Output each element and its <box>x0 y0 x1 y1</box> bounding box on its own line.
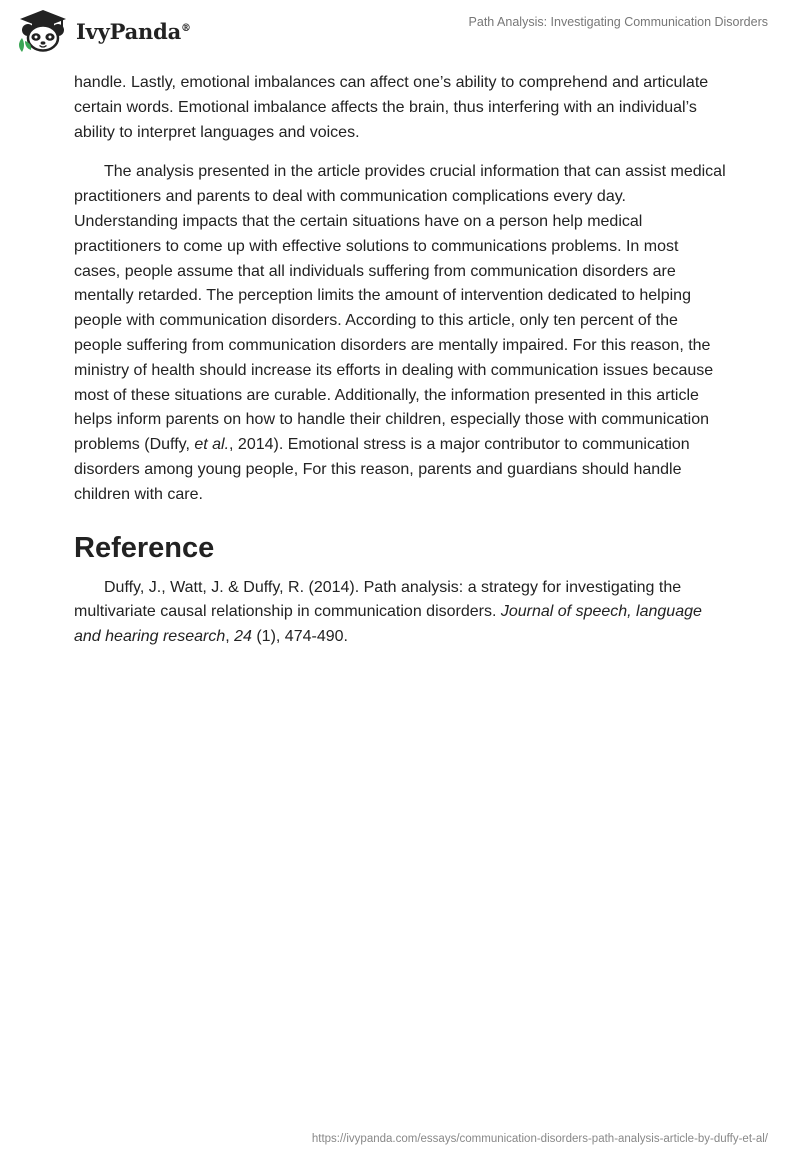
panda-graduation-icon <box>14 8 72 52</box>
journal-volume: 24 <box>234 628 252 646</box>
body-paragraph: handle. Lastly, emotional imbalances can affect one’s ability to comprehend and articulate certain words. Emotional imbalance affects the brain, thus interfering with an individual’s ability to interpret languages and voices. <box>74 74 709 141</box>
journal-title: Journal of speech, language and hearing research <box>74 603 702 646</box>
source-url[interactable]: https://ivypanda.com/essays/communication-disorders-path-analysis-article-by-duffy-et-al/ <box>311 1133 768 1145</box>
reference-heading: Reference <box>74 531 215 564</box>
body-paragraph: The analysis presented in the article provides crucial information that can assist medical practitioners and parents to deal with communication complications every day. Understanding impacts that the certain situations have on a person help medical practitioners to come up with effective solutions to communications problems. In most cases, people assume that all individuals suffering from communication disorders are mentally retarded. The perception limits the amount of intervention dedicated to helping people with communication disorders. According to this article, only ten percent of the people suffering from communication disorders are mentally impaired. For this reason, the ministry of health should increase its efforts in dealing with communication issues because most of these situations are curable. Additionally, the information presented in this article helps inform parents on how to handle their children, especially those with communication problems (Duffy, et al., 2014). Emotional stress is a major contributor to communication disorders among young people, For this reason, parents and guardians should handle children with care. <box>74 163 726 503</box>
citation-et-al: et al. <box>194 436 230 454</box>
document-title: Path Analysis: Investigating Communication Disorders <box>468 15 768 29</box>
document-body <box>74 71 726 650</box>
registered-mark: ® <box>181 22 191 34</box>
reference-entry: Duffy, J., Watt, J. & Duffy, R. (2014). Path analysis: a strategy for investigating the multivariate causal relationship in communication disorders. Journal of speech, language and hearing research, 24 (1), 474-490. <box>74 578 702 646</box>
ivypanda-logo[interactable] <box>14 8 191 52</box>
page-header <box>0 0 800 64</box>
brand-name: IvyPanda® <box>76 18 191 44</box>
